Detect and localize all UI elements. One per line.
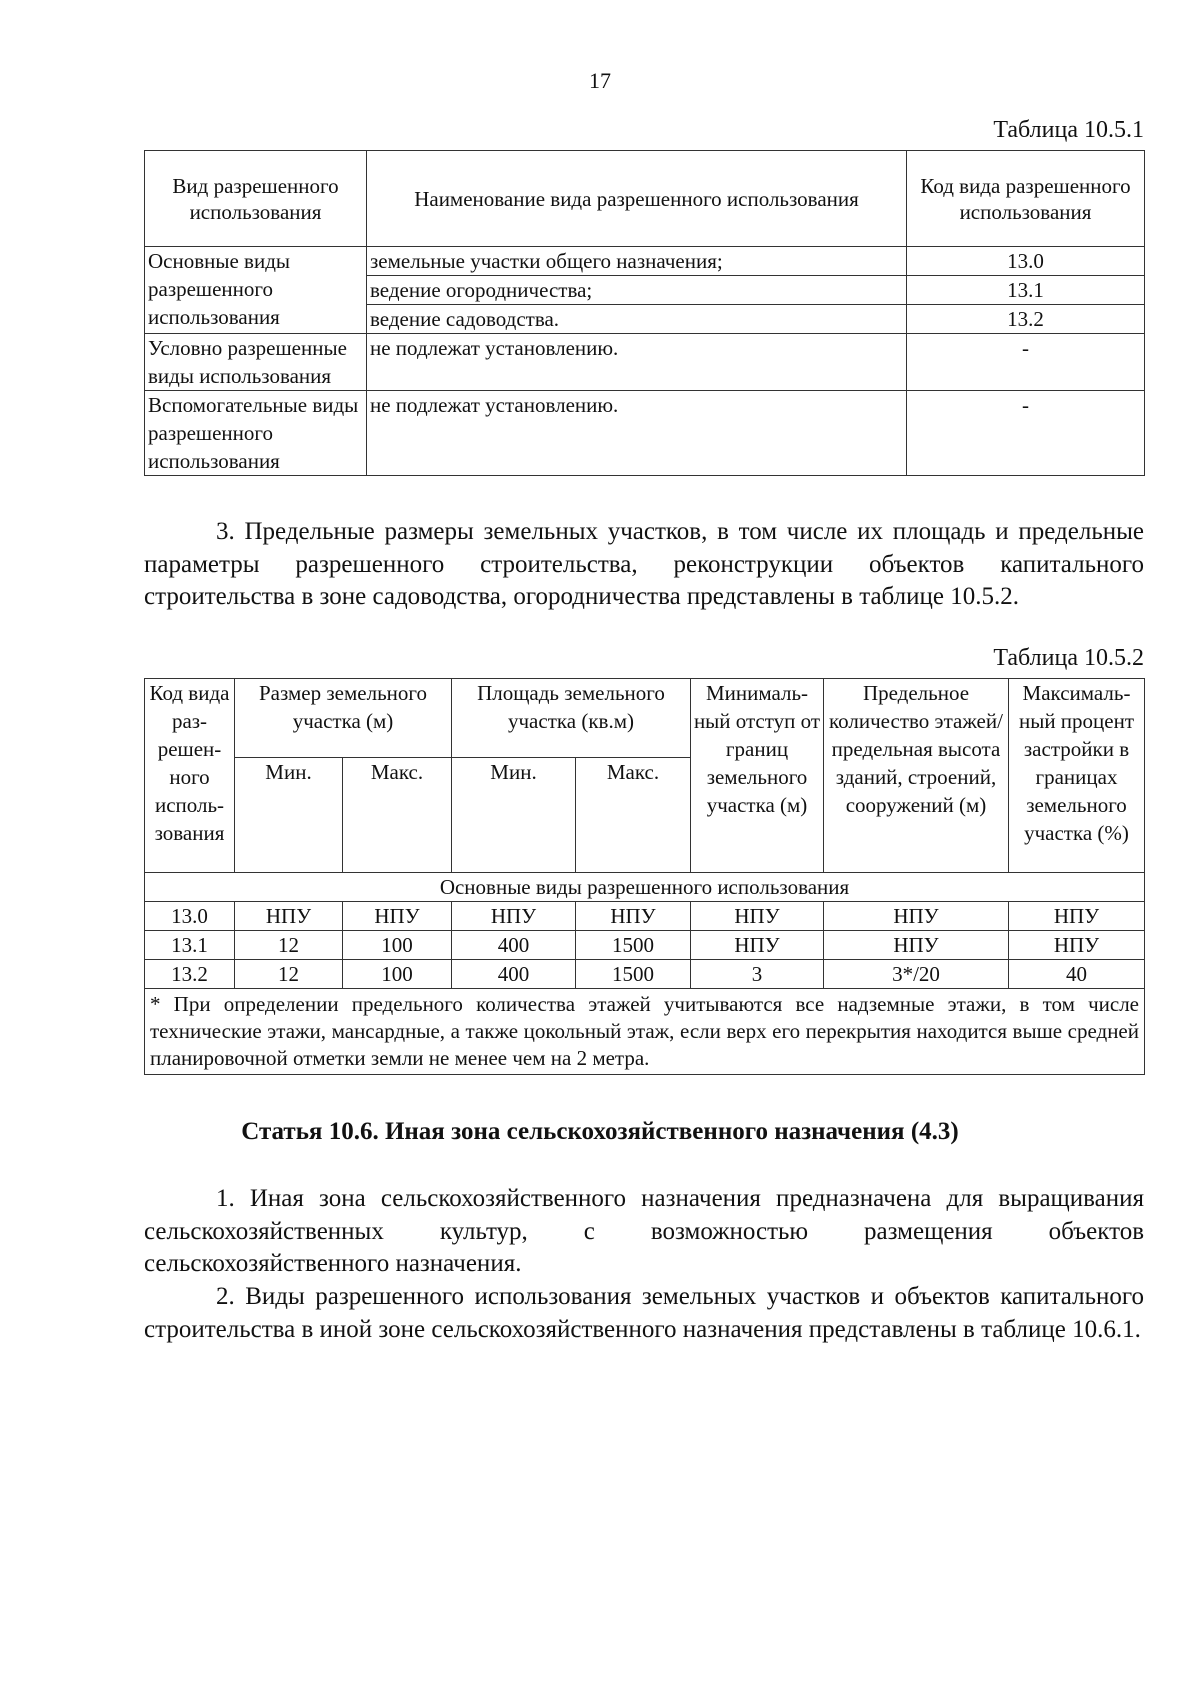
header-size-min: Мин. [235, 758, 343, 873]
cell-code: 13.0 [145, 902, 235, 931]
table-row [145, 902, 1145, 931]
cell-setback: НПУ [691, 902, 824, 931]
cell-size-max: НПУ [343, 902, 452, 931]
cell-area-max: НПУ [576, 902, 691, 931]
cell-size-min: НПУ [235, 902, 343, 931]
cell-area-min: НПУ [452, 902, 576, 931]
use-code: 13.2 [907, 305, 1145, 334]
cell-coverage: НПУ [1009, 902, 1145, 931]
cell-area-max: 1500 [576, 931, 691, 960]
page-number: 17 [589, 68, 611, 93]
use-name: земельные участки общего назначения; [367, 247, 907, 276]
cell-coverage: НПУ [1009, 931, 1145, 960]
header-plot-size: Размер земельного участка (м) [235, 679, 452, 758]
header-area-max: Макс. [576, 758, 691, 873]
use-code: - [907, 391, 1145, 476]
header-use-type: Вид разрешенного использования [145, 151, 367, 247]
cell-area-min: 400 [452, 960, 576, 989]
cell-floors: 3*/20 [824, 960, 1009, 989]
table-row [145, 247, 1145, 276]
cell-size-max: 100 [343, 960, 452, 989]
header-area-min: Мин. [452, 758, 576, 873]
cell-floors: НПУ [824, 902, 1009, 931]
cell-area-min: 400 [452, 931, 576, 960]
header-floors: Предельное количество этажей/ предельная высота зданий, строений, сооружений (м) [824, 679, 1009, 873]
header-code: Код вида раз-решен-ного исполь-зования [145, 679, 235, 873]
main-uses-label: Основные виды разрешенного использования [145, 247, 367, 334]
table-footnote: * При определении предельного количества этажей учитываются все надземные этажи, в том числе технические этажи, мансардные, а также цокольный этаж, если верх его перекрытия находится выше средней планировочной отметки земли не менее чем на 2 метра. [145, 989, 1145, 1075]
auxiliary-uses-label: Вспомогательные виды разрешенного использования [145, 391, 367, 476]
header-size-max: Макс. [343, 758, 452, 873]
main-uses-group-label: Основные виды разрешенного использования [145, 873, 1145, 902]
use-code: 13.1 [907, 276, 1145, 305]
table-row [145, 334, 1145, 391]
plot-parameters-table [144, 678, 1145, 1075]
use-name: не подлежат установлению. [367, 391, 907, 476]
table-row [145, 931, 1145, 960]
conditional-uses-label: Условно разрешенные виды использования [145, 334, 367, 391]
cell-size-max: 100 [343, 931, 452, 960]
cell-setback: НПУ [691, 931, 824, 960]
cell-size-min: 12 [235, 931, 343, 960]
table-header-row [145, 679, 1145, 758]
table-row [145, 960, 1145, 989]
cell-code: 13.1 [145, 931, 235, 960]
use-name: не подлежат установлению. [367, 334, 907, 391]
header-use-name: Наименование вида разрешенного использования [367, 151, 907, 247]
header-plot-area: Площадь земельного участка (кв.м) [452, 679, 691, 758]
table-row [145, 391, 1145, 476]
header-setback: Минималь-ный отступ от границ земельного участка (м) [691, 679, 824, 873]
permitted-use-table [144, 150, 1145, 476]
paragraph-3: 3. Предельные размеры земельных участков, в том числе их площадь и предельные параметры разрешенного строительства, реконструкции объектов капитального строительства в зоне садоводства, огородничества представлены в таблице 10.5.2. [144, 518, 1144, 610]
cell-setback: 3 [691, 960, 824, 989]
cell-floors: НПУ [824, 931, 1009, 960]
table-caption-10-5-1: Таблица 10.5.1 [993, 117, 1144, 143]
cell-coverage: 40 [1009, 960, 1145, 989]
use-name: ведение садоводства. [367, 305, 907, 334]
header-use-code: Код вида разрешенного использования [907, 151, 1145, 247]
cell-code: 13.2 [145, 960, 235, 989]
table-caption-10-5-2: Таблица 10.5.2 [993, 645, 1144, 671]
cell-area-max: 1500 [576, 960, 691, 989]
use-code: 13.0 [907, 247, 1145, 276]
header-coverage: Максималь-ный процент застройки в границах земельного участка (%) [1009, 679, 1145, 873]
article-paragraph-2: 2. Виды разрешенного использования земельных участков и объектов капитального строительства в иной зоне сельскохозяйственного назначения представлены в таблице 10.6.1. [144, 1283, 1144, 1343]
article-paragraph-1: 1. Иная зона сельскохозяйственного назначения предназначена для выращивания сельскохозяйственных культур, с возможностью размещения объектов сельскохозяйственного назначения. [144, 1185, 1144, 1277]
table-header-row [145, 151, 1145, 247]
use-name: ведение огородничества; [367, 276, 907, 305]
note-row [145, 989, 1145, 1075]
group-row [145, 873, 1145, 902]
use-code: - [907, 334, 1145, 391]
article-heading: Статья 10.6. Иная зона сельскохозяйственного назначения (4.3) [241, 1118, 959, 1145]
cell-size-min: 12 [235, 960, 343, 989]
